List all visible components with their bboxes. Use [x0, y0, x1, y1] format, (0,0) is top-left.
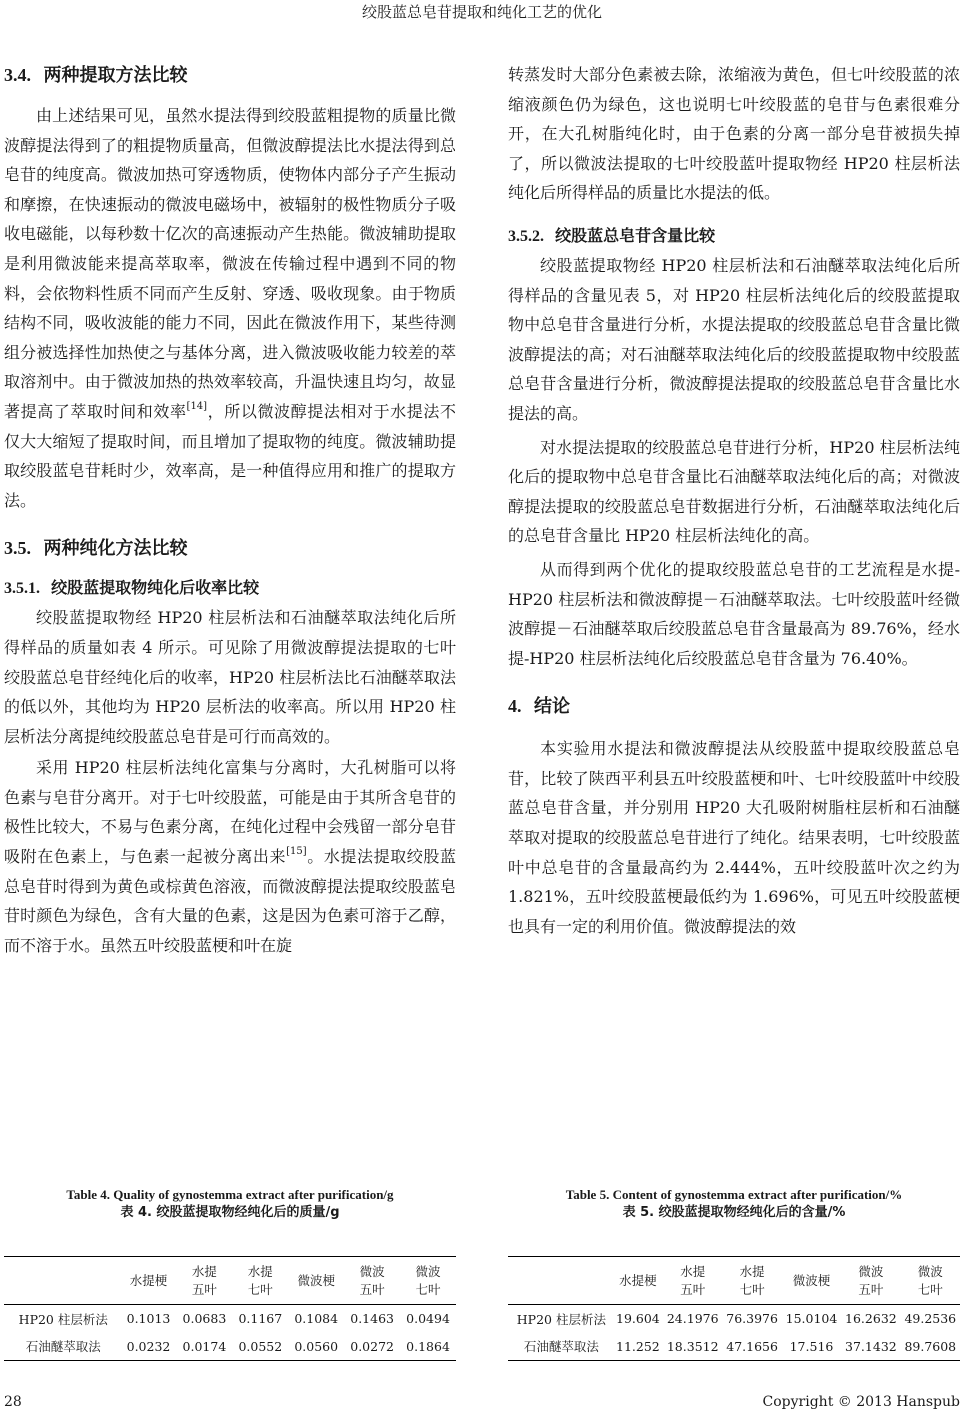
citation: [14] [186, 400, 208, 412]
paragraph-text: 采用 HP20 柱层析法纯化富集与分离时，大孔树脂可以将色素与皂苷分离开。对于七叶绞股蓝，可能是由于其所含皂苷的极性比较大，不易与色素分离，在纯化过程中会残留一部分皂苷吸附在色素上，与色素一起被分离出来 [4, 758, 456, 867]
table-row [4, 1305, 456, 1333]
table-cell: 19.604 [616, 1311, 660, 1327]
table-row [508, 1305, 960, 1333]
section-heading-3-4 [4, 64, 456, 87]
subsection-heading-3-5-2 [508, 226, 960, 247]
column-header: 水提 五叶 [191, 1263, 217, 1297]
table-cell: 0.1167 [238, 1311, 283, 1327]
section-number: 4. [508, 696, 522, 717]
section-title: 结论 [534, 696, 571, 718]
running-header: 绞股蓝总皂苷提取和纯化工艺的优化 [361, 3, 602, 21]
table-cell: 0.1864 [406, 1338, 450, 1354]
table-cell: 0.0174 [182, 1338, 227, 1354]
column-header: 微波 五叶 [359, 1263, 385, 1297]
table-cell: 24.1976 [666, 1311, 719, 1327]
section-number: 3.5.2. [508, 227, 544, 245]
paragraph-text: 。水提法提取绞股蓝总皂苷时得到为黄色或棕黄色溶液，而微波醇提法提取绞股蓝皂苷时颜色为绿色，含有大量的色素，这是因为色素可溶于乙醇，而不溶于水。虽然五叶绞股蓝梗和叶在旋 [4, 847, 456, 955]
paragraph [4, 101, 456, 515]
table-row [4, 1333, 456, 1361]
table-cell: 0.0552 [238, 1338, 283, 1354]
table-5 [508, 1256, 960, 1361]
table-cell: 0.0494 [406, 1311, 450, 1327]
row-label: HP20 柱层析法 [18, 1311, 108, 1327]
column-header: 微波 七叶 [415, 1263, 441, 1297]
citation: [15] [286, 845, 307, 857]
table-cell: 0.0560 [294, 1338, 339, 1354]
table-header-row [4, 1257, 456, 1305]
table-cell: 89.7608 [904, 1338, 957, 1354]
table-cell: 0.1084 [294, 1311, 339, 1327]
column-header [4, 1257, 121, 1305]
column-header: 微波梗 [792, 1272, 831, 1288]
table-caption-en: Table 5. Content of gynostemma extract after purification/% [565, 1187, 903, 1202]
section-title: 两种纯化方法比较 [43, 538, 188, 560]
table-cell: 0.0272 [350, 1338, 394, 1354]
row-label: 石油醚萃取法 [25, 1339, 101, 1355]
paragraph-text: 由上述结果可见，虽然水提法得到绞股蓝粗提物的质量比微波醇提法得到了的粗提物质量高，但微波醇提法比水提法得到总皂苷的纯度高。微波加热可穿透物质，使物体内部分子产生振动和摩擦，在快速振动的微波电磁场中，被辐射的极性物质分子吸收电磁能，以每秒数十亿次的高速振动产生热能。微波辅助提取是利用微波能来提高萃取率，微波在传输过程中遇到不同的物料，会依物料性质不同而产生反射、穿透、吸收现象。由于物质结构不同，吸收波能的能力不同，因此在微波作用下，某些待测组分被选择性加热使之与基体分离，进入微波吸收能力较差的萃取溶剂中。由于微波加热的热效率较高，升温快速且均匀，故显著提高了萃取时间和效率 [4, 106, 456, 421]
table-row [508, 1333, 960, 1361]
column-header: 水提梗 [129, 1272, 168, 1288]
row-label: 石油醚萃取法 [523, 1339, 599, 1355]
paragraph: 绞股蓝提取物经 HP20 柱层析法和石油醚萃取法纯化后所得样品的含量见表 5，对 HP20 柱层析法纯化后的绞股蓝提取物中总皂苷含量进行分析，水提法提取的绞股蓝总皂苷含量比微波醇提法的高；对石油醚萃取法纯化后的绞股蓝提取物中绞股蓝总皂苷含量进行分析，微波醇提法提取的绞股蓝总皂苷含量比水提法的高。 [508, 255, 960, 423]
table-cell: 17.516 [789, 1338, 834, 1354]
table-cell: 0.1463 [350, 1311, 394, 1327]
table-caption-en: Table 4. Quality of gynostemma extract after purification/g [66, 1187, 394, 1202]
table-cell: 16.2632 [845, 1311, 897, 1327]
section-title: 绞股蓝提取物纯化后收率比较 [51, 578, 260, 598]
table-cell: 49.2536 [904, 1311, 957, 1327]
table-cell: 76.3976 [726, 1311, 778, 1327]
column-header [508, 1257, 613, 1305]
page-number: 28 [4, 1394, 22, 1410]
table-cell: 18.3512 [666, 1338, 719, 1354]
section-number: 3.5. [4, 538, 31, 559]
section-heading-3-5 [4, 537, 456, 560]
table-cell: 47.1656 [726, 1338, 778, 1354]
table-caption-zh: 表 4. 绞股蓝提取物经纯化后的质量/g [120, 1205, 340, 1220]
paragraph: 从而得到两个优化的提取绞股蓝总皂苷的工艺流程是水提-HP20 柱层析法和微波醇提－石油醚萃取法。七叶绞股蓝叶经微波醇提－石油醚萃取后绞股蓝总皂苷含量最高为 89.76%，经水提-HP20 柱层析法纯化后绞股蓝总皂苷含量为 76.40%。 [508, 559, 960, 668]
paragraph: 本实验用水提法和微波醇提法从绞股蓝中提取绞股蓝总皂苷，比较了陕西平利县五叶绞股蓝梗和叶、七叶绞股蓝叶中绞股蓝总皂苷含量，并分别用 HP20 大孔吸附树脂柱层析和石油醚萃取对提取的绞股蓝总皂苷进行了纯化。结果表明，七叶绞股蓝叶中总皂苷的含量最高约为 2.444%，五叶绞股蓝叶次之约为 1.821%，五叶绞股蓝梗最低约为 1.696%，可见五叶绞股蓝梗也具有一定的利用价值。微波醇提法的效 [508, 739, 960, 936]
section-title: 两种提取方法比较 [43, 65, 188, 86]
table-caption-zh: 表 5. 绞股蓝提取物经纯化后的含量/% [622, 1205, 846, 1220]
table-cell: 37.1432 [845, 1338, 897, 1354]
section-heading-4 [508, 695, 960, 718]
table-5-block [508, 1186, 960, 1361]
section-number: 3.4. [4, 65, 31, 85]
subsection-heading-3-5-1 [4, 578, 456, 599]
left-column [4, 56, 456, 960]
section-number: 3.5.1. [4, 580, 40, 598]
column-header: 水提 五叶 [680, 1263, 706, 1297]
column-header: 微波 五叶 [858, 1263, 884, 1297]
paragraph: 绞股蓝提取物经 HP20 柱层析法和石油醚萃取法纯化后所得样品的质量如表 4 所示。可见除了用微波醇提法提取的七叶绞股蓝总皂苷经纯化后的收率，HP20 柱层析法比石油醚萃取法的低以外，其他均为 HP20 层析法的收率高。所以用 HP20 柱层析法分离提纯绞股蓝总皂苷是可行而高效的。 [4, 608, 456, 746]
table-cell: 0.0683 [182, 1311, 227, 1327]
column-header: 水提梗 [619, 1272, 657, 1288]
copyright-notice: Copyright © 2013 Hanspub [762, 1394, 960, 1410]
column-header: 微波梗 [297, 1272, 335, 1288]
column-header: 水提 七叶 [739, 1263, 765, 1297]
column-header: 微波 七叶 [917, 1263, 943, 1297]
table-header-row [508, 1257, 960, 1305]
paragraph: 对水提法提取的绞股蓝总皂苷进行分析，HP20 柱层析法纯化后的提取物中总皂苷含量比石油醚萃取法纯化后的高；对微波醇提法提取的绞股蓝总皂苷数据进行分析，石油醚萃取法纯化后的总皂苷含量比 HP20 柱层析法纯化的高。 [508, 437, 960, 546]
table-cell: 15.0104 [785, 1311, 838, 1327]
table-cell: 0.1013 [126, 1311, 171, 1327]
paragraph-text: ，所以微波醇提法相对于水提法不仅大大缩短了提取时间，而且增加了提取物的纯度。微波辅助提取绞股蓝皂苷耗时少，效率高，是一种值得应用和推广的提取方法。 [4, 401, 456, 510]
paragraph [4, 753, 456, 960]
table-cell: 0.0232 [126, 1338, 171, 1354]
right-column [508, 60, 960, 941]
table-4-block [4, 1186, 456, 1361]
row-label: HP20 柱层析法 [516, 1311, 606, 1327]
column-header: 水提 七叶 [247, 1263, 273, 1297]
table-4 [4, 1256, 456, 1361]
table-cell: 11.252 [616, 1338, 660, 1354]
section-title: 绞股蓝总皂苷含量比较 [555, 225, 716, 245]
paragraph: 转蒸发时大部分色素被去除，浓缩液为黄色，但七叶绞股蓝的浓缩液颜色仍为绿色，这也说明七叶绞股蓝的皂苷与色素很难分开，在大孔树脂纯化时，由于色素的分离一部分皂苷被损失掉了，所以微波法提取的七叶绞股蓝叶提取物经 HP20 柱层析法纯化后所得样品的质量比水提法的低。 [508, 65, 960, 203]
